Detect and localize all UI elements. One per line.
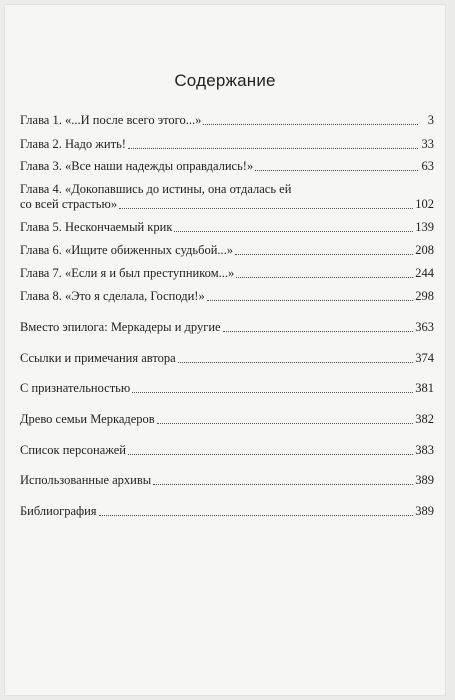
dot-leader (174, 231, 413, 232)
toc-entry (20, 266, 434, 281)
dot-leader (132, 392, 413, 393)
toc-entry (20, 320, 434, 335)
book-page (4, 4, 446, 696)
dot-leader (255, 170, 418, 171)
dot-leader (119, 208, 413, 209)
toc-entry (20, 220, 434, 235)
toc-entry-label: Глава 2. Надо жить! (20, 137, 126, 151)
toc-entry (20, 412, 434, 427)
toc-entry-label: С признательностью (20, 381, 131, 395)
toc-entry-page: 3 (427, 113, 434, 127)
toc-entry (20, 159, 434, 174)
toc-entry (20, 381, 434, 396)
toc-entry-page: 33 (421, 137, 434, 151)
toc-entry-page: 389 (415, 473, 434, 487)
toc-entry-label-continued: со всей страстью» (20, 197, 118, 211)
toc-entry-label: Глава 3. «Все наши надежды оправдались!» (20, 159, 254, 173)
toc-entry (20, 182, 434, 212)
toc-entry-page: 382 (415, 412, 434, 426)
toc-entry-label: Библиография (20, 504, 97, 518)
toc-entry-label: Ссылки и примечания автора (20, 351, 176, 365)
dot-leader (99, 515, 414, 516)
toc-entry-label: Глава 7. «Если я и был преступником...» (20, 266, 235, 280)
toc-entry-page: 389 (415, 504, 434, 518)
toc-entry (20, 351, 434, 366)
toc-entry (20, 113, 434, 128)
toc-entry-page: 102 (415, 197, 434, 211)
toc-entry-page: 244 (415, 266, 434, 280)
page-title: Содержание (174, 71, 276, 90)
dot-leader (207, 300, 414, 301)
toc-entry (20, 289, 434, 304)
dot-leader (236, 277, 413, 278)
toc-entry (20, 504, 434, 519)
dot-leader (153, 484, 413, 485)
toc-entry-page: 383 (415, 443, 434, 457)
toc-entry (20, 137, 434, 152)
toc-entry-label: Глава 1. «...И после всего этого...» (20, 113, 202, 127)
toc-entry-label: Древо семьи Меркадеров (20, 412, 155, 426)
dot-leader (223, 331, 414, 332)
toc-entry-label: Глава 8. «Это я сделала, Господи!» (20, 289, 205, 303)
dot-leader (178, 362, 414, 363)
toc-entry-page: 139 (415, 220, 434, 234)
toc-entry (20, 443, 434, 458)
toc-entry-page: 208 (415, 243, 434, 257)
dot-leader (128, 148, 418, 149)
toc-entry-page: 374 (415, 351, 434, 365)
toc-entry-page: 63 (421, 159, 434, 173)
toc-entry-page: 381 (415, 381, 434, 395)
toc-entry-label: Список персонажей (20, 443, 126, 457)
dot-leader (235, 254, 413, 255)
toc-entry-label: Глава 5. Нескончаемый крик (20, 220, 173, 234)
toc-entry-page: 298 (415, 289, 434, 303)
dot-leader (128, 454, 413, 455)
dot-leader (157, 423, 414, 424)
dot-leader (203, 124, 418, 125)
toc-entry-label: Вместо эпилога: Меркадеры и другие (20, 320, 221, 334)
toc-entry-page: 363 (415, 320, 434, 334)
toc-entry-label: Глава 6. «Ищите обиженных судьбой...» (20, 243, 234, 257)
toc-entry (20, 243, 434, 258)
toc-entry-label: Глава 4. «Докопавшись до истины, она отдалась ей (20, 182, 292, 196)
toc-entry-label: Использованные архивы (20, 473, 152, 487)
toc-entry (20, 473, 434, 488)
